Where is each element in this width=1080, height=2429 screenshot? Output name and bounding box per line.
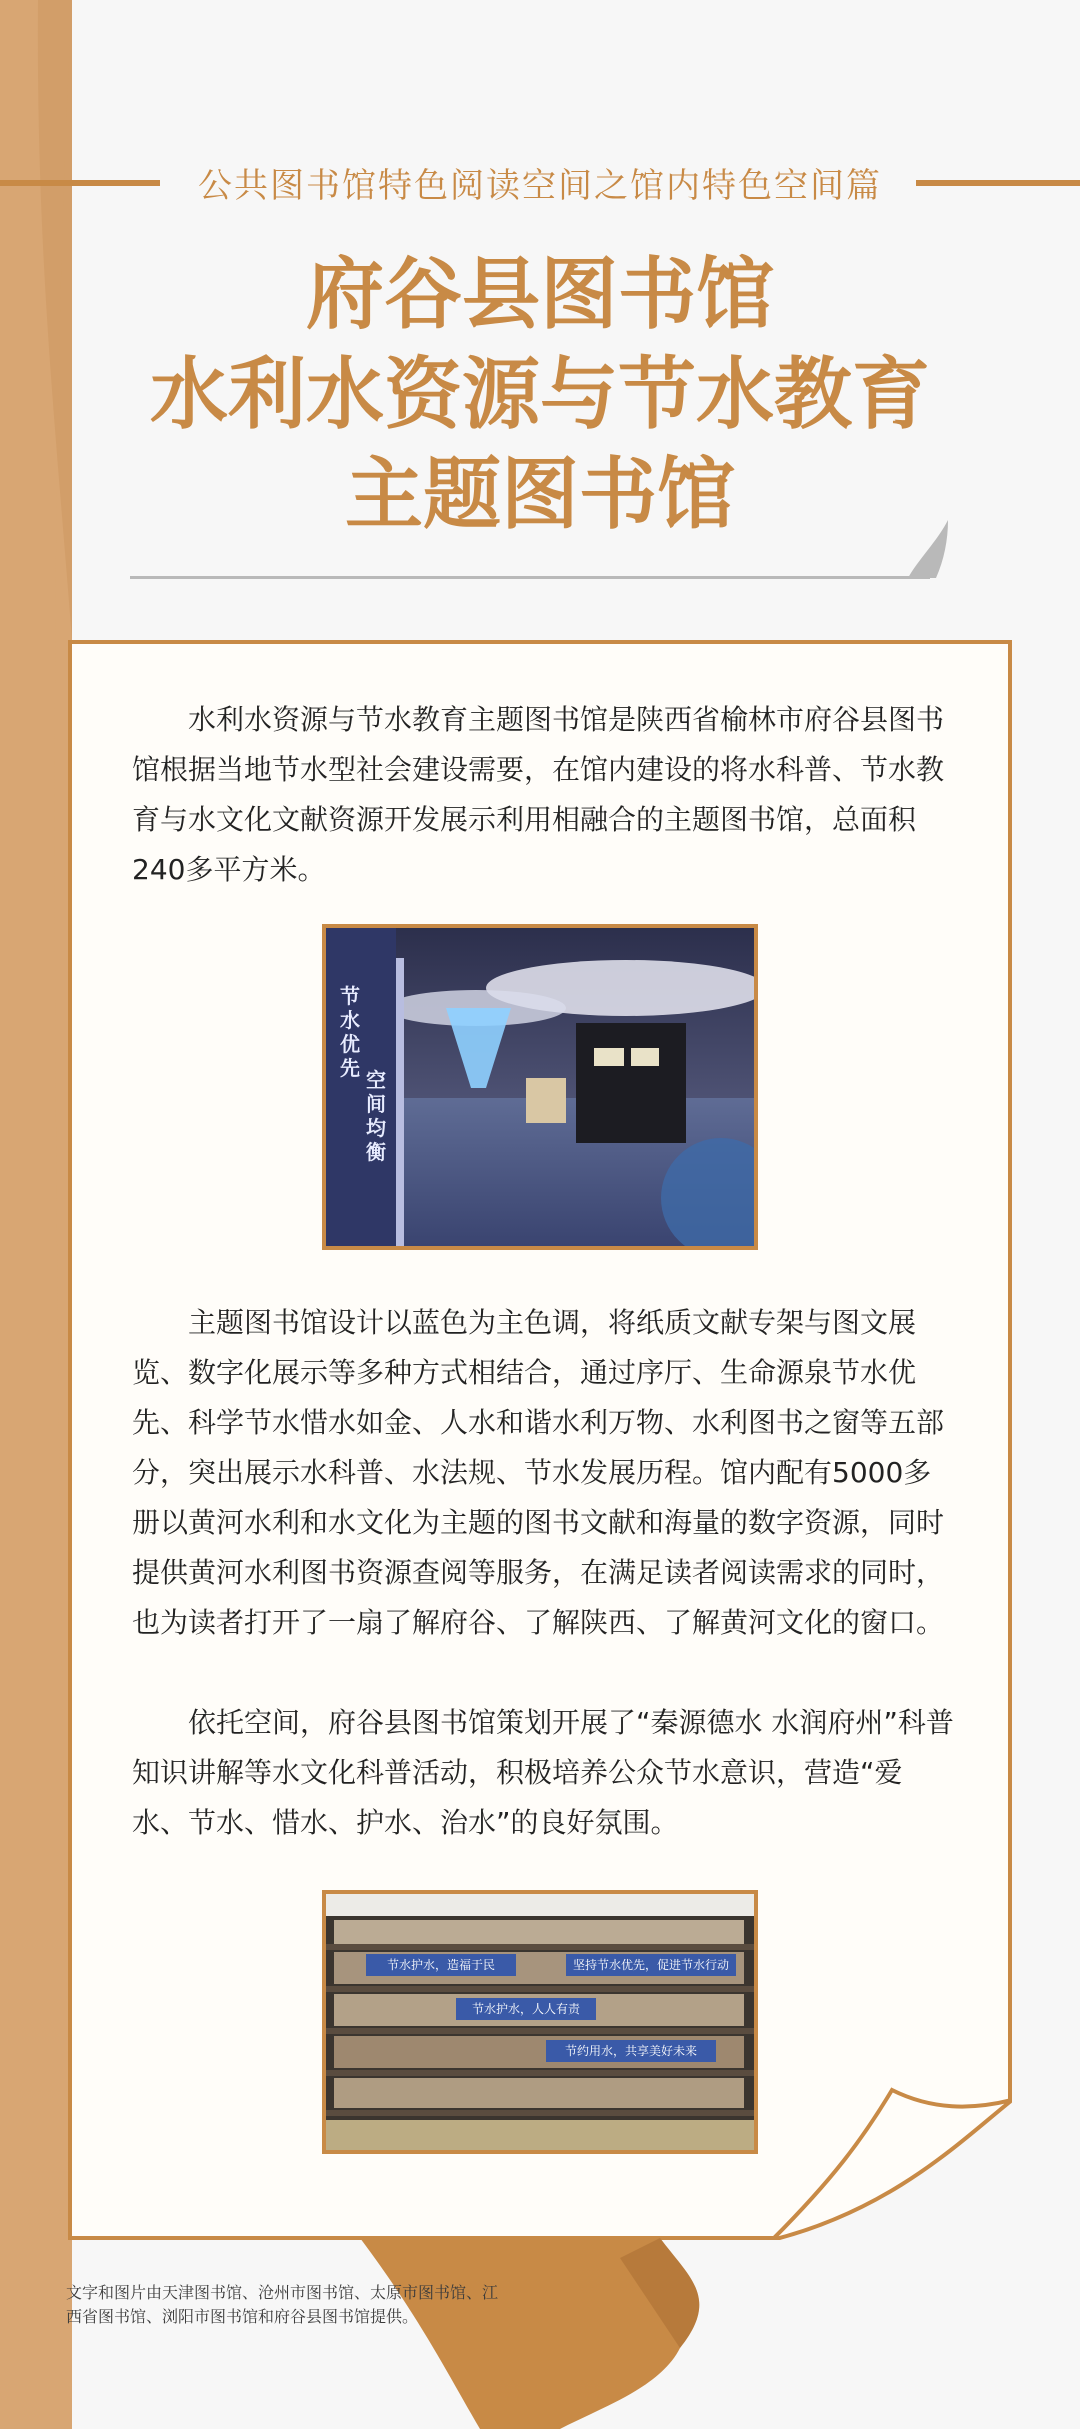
series-kicker: 公共图书馆特色阅读空间之馆内特色空间篇 (0, 158, 1080, 207)
title-rule-curl (908, 520, 952, 580)
title-line-3: 主题图书馆 (344, 450, 735, 540)
photo2-banner-2: 坚持节水优先，促进节水行动 (566, 1954, 736, 1976)
photo-bookshelf (322, 1890, 758, 2154)
card-page-curl (772, 2020, 1012, 2240)
credit-note: 文字和图片由天津图书馆、沧州市图书馆、太原市图书馆、江西省图书馆、浏阳市图书馆和府谷县图书馆提供。 (66, 2283, 499, 2326)
page-title (0, 245, 1080, 545)
photo2-banner-3: 节水护水，人人有责 (456, 1998, 596, 2020)
photo2-banner-1: 节水护水，造福于民 (366, 1954, 516, 1976)
photo1-wall-text-left: 节水优先 (340, 984, 360, 1080)
title-rule (130, 576, 930, 579)
photo-library-hall (322, 924, 758, 1250)
title-line-2: 水利水资源与节水教育 (149, 350, 930, 440)
photo2-banner-4: 节约用水，共享美好未来 (546, 2040, 716, 2062)
intro-paragraph: 水利水资源与节水教育主题图书馆是陕西省榆林市府谷县图书馆根据当地节水型社会建设需要，在馆内建设的将水科普、节水教育与水文化文献资源开发展示利用相融合的主题图书馆，总面积240多平方米。 (132, 703, 945, 886)
title-line-1: 府谷县图书馆 (305, 250, 774, 340)
photo1-wall-text-right: 空间均衡 (366, 1068, 386, 1164)
design-paragraph: 主题图书馆设计以蓝色为主色调，将纸质文献专架与图文展览、数字化展示等多种方式相结合，通过序厅、生命源泉节水优先、科学节水惜水如金、人水和谐水利万物、水利图书之窗等五部分，突出展示水科普、水法规、节水发展历程。馆内配有5000多册以黄河水利和水文化为主题的图书文献和海量的数字资源，同时提供黄河水利图书资源查阅等服务，在满足读者阅读需求的同时，也为读者打开了一扇了解府谷、了解陕西、了解黄河文化的窗口。 (132, 1306, 945, 1639)
activity-paragraph: 依托空间，府谷县图书馆策划开展了“秦源德水 水润府州”科普知识讲解等水文化科普活动，积极培养公众节水意识，营造“爱水、节水、惜水、护水、治水”的良好氛围。 (132, 1706, 954, 1839)
bottom-decor-wedge (360, 2238, 1080, 2429)
